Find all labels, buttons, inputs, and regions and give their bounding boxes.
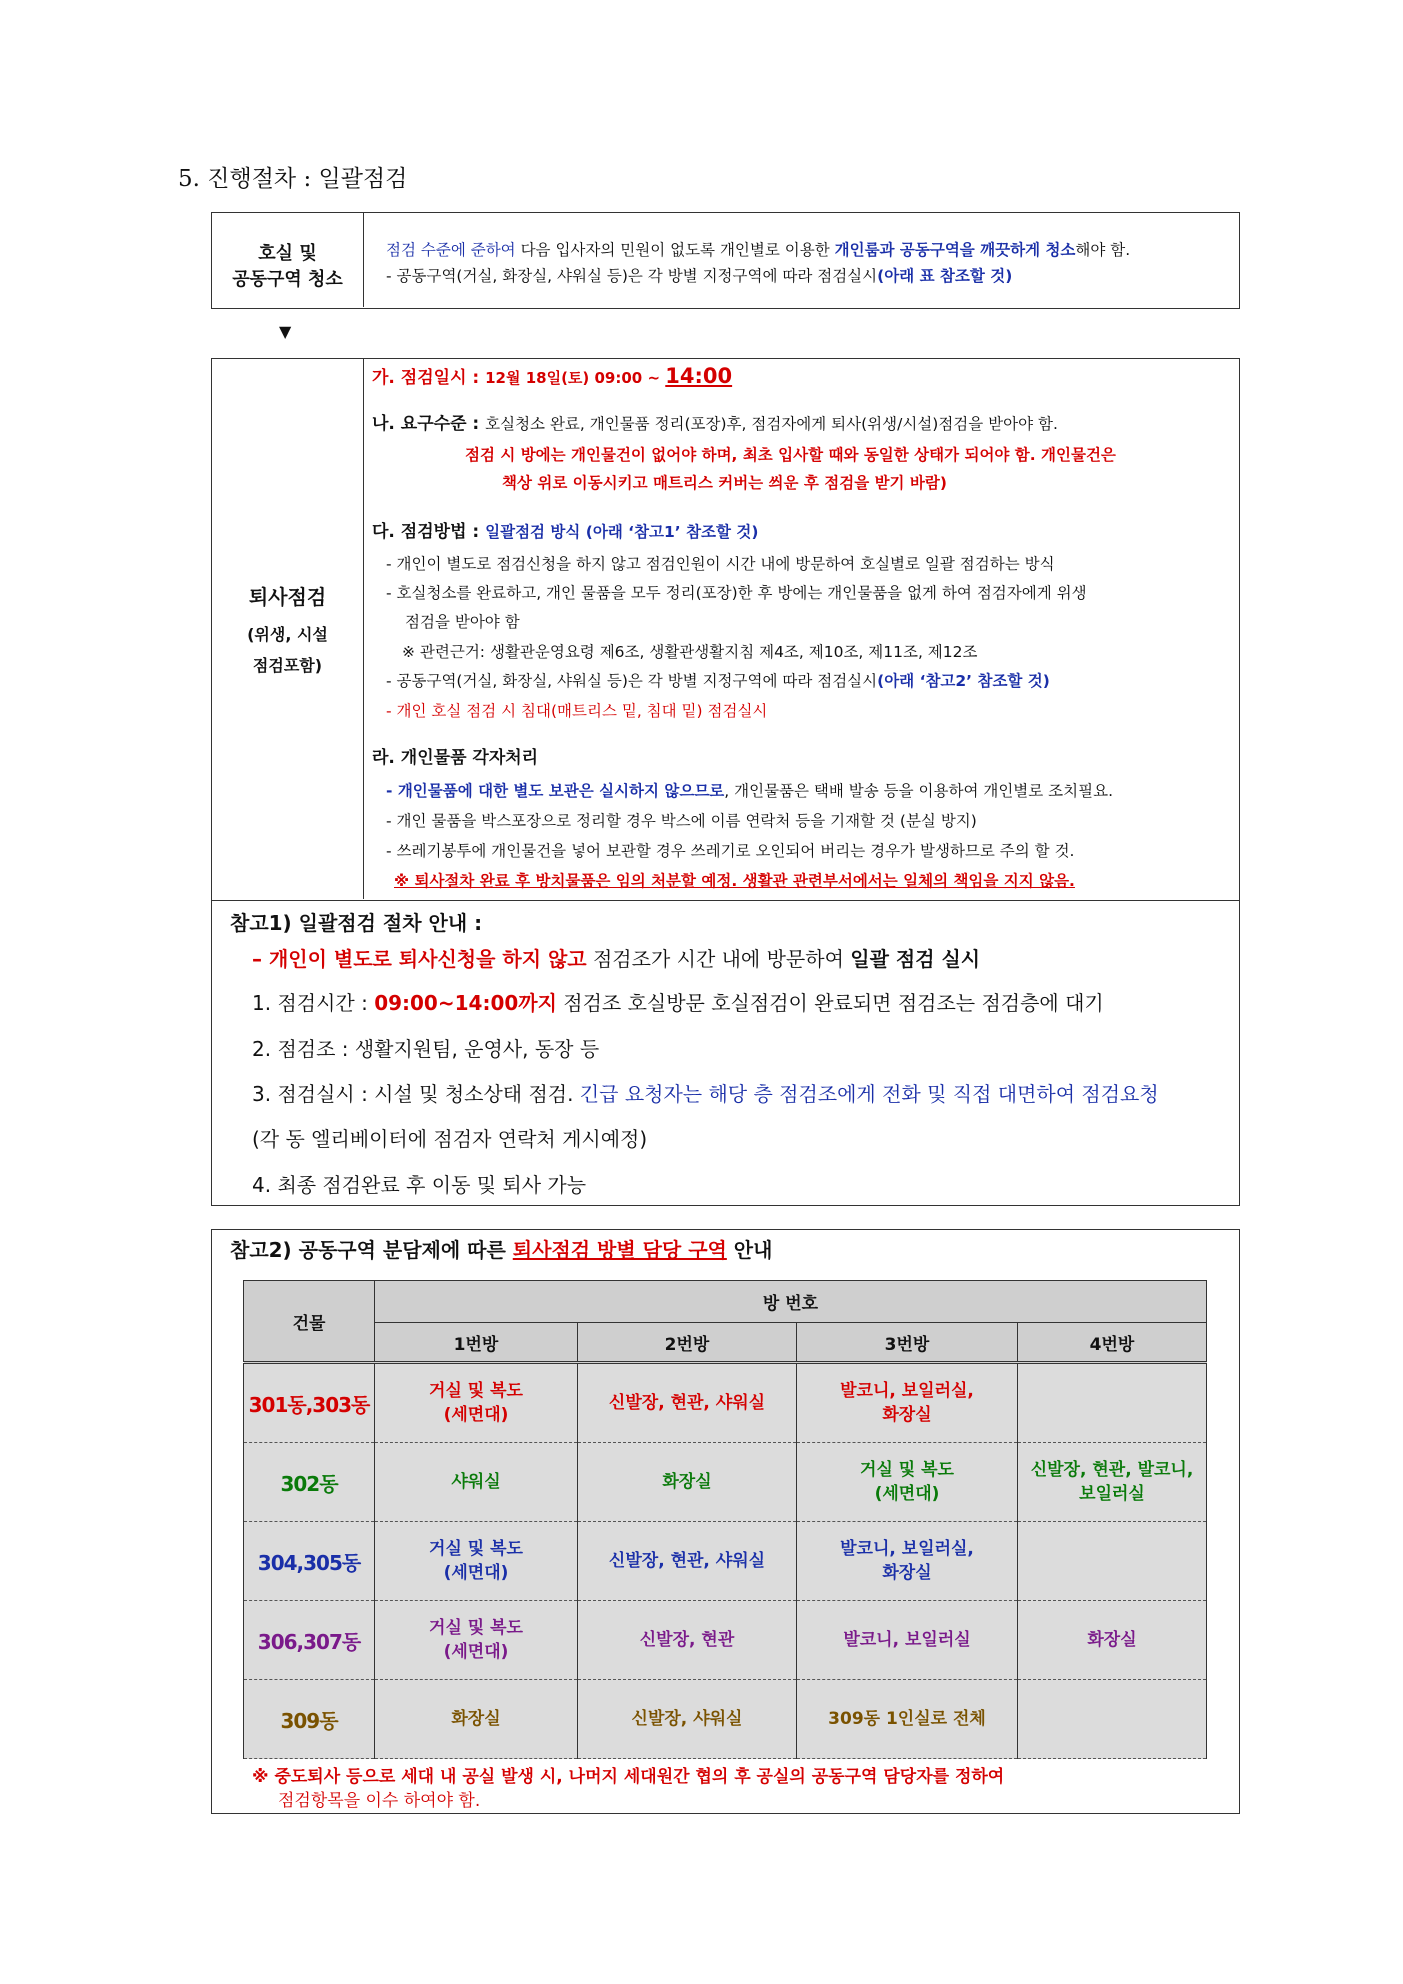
- building-cell: 301동,303동: [244, 1363, 375, 1443]
- assignment-cell: 화장실: [578, 1443, 797, 1522]
- col-room-1: 1번방: [375, 1323, 578, 1363]
- assignment-cell: [1018, 1522, 1207, 1601]
- reference-2-note: ※ 중도퇴사 등으로 세대 내 공실 발생 시, 나머지 세대원간 협의 후 공실의 공동구역 담당자를 정하여: [252, 1767, 1005, 1787]
- assignment-cell: 신발장, 현관, 발코니, 보일러실: [1018, 1443, 1207, 1522]
- level-requirement-2: 책상 위로 이동시키고 매트리스 커버는 씌운 후 점검을 받기 바람): [502, 474, 947, 492]
- checkout-level-line: 나. 요구수준 : 호실청소 완료, 개인물품 정리(포장)후, 점검자에게 퇴사(위생/시설)점검을 받아야 함.: [372, 414, 1058, 434]
- assignment-cell: 화장실: [375, 1680, 578, 1759]
- cleaning-line-1: 점검 수준에 준하여 다음 입사자의 민원이 없도록 개인별로 이용한 개인룸과 공동구역을 깨끗하게 청소해야 함.: [386, 241, 1131, 259]
- method-item-2b: 점검을 받아야 함: [405, 613, 520, 631]
- belongings-item-2: - 개인 물품을 박스포장으로 정리할 경우 박스에 이름 연락처 등을 기재할 것 (분실 방지): [386, 812, 977, 830]
- reference-1-intro: – 개인이 별도로 퇴사신청을 하지 않고 점검조가 시간 내에 방문하여 일괄 점검 실시: [252, 947, 981, 971]
- col-room-3: 3번방: [797, 1323, 1018, 1363]
- reference-1-item-1: 1. 점검시간 : 09:00~14:00까지 점검조 호실방문 호실점검이 완료되면 점검조는 점검층에 대기: [252, 991, 1104, 1015]
- method-item-5: - 개인 호실 점검 시 침대(매트리스 밑, 침대 밑) 점검실시: [386, 702, 768, 720]
- method-item-2: - 호실청소를 완료하고, 개인 물품을 모두 정리(포장)한 후 방에는 개인물품을 없게 하여 점검자에게 위생: [386, 584, 1087, 602]
- level-requirement-1: 점검 시 방에는 개인물건이 없어야 하며, 최초 입사할 때와 동일한 상태가 되어야 함. 개인물건은: [465, 446, 1116, 464]
- method-item-1: - 개인이 별도로 점검신청을 하지 않고 점검인원이 시간 내에 방문하여 호실별로 일괄 점검하는 방식: [386, 555, 1055, 573]
- building-cell: 304,305동: [244, 1522, 375, 1601]
- method-item-4: - 공동구역(거실, 화장실, 샤워실 등)은 각 방별 지정구역에 따라 점검실시(아래 ‘참고2’ 참조할 것): [386, 672, 1050, 690]
- assignment-cell: [1018, 1363, 1207, 1443]
- col-room-4: 4번방: [1018, 1323, 1207, 1363]
- assignment-cell: 309동 1인실로 전체: [797, 1680, 1018, 1759]
- reference-1-item-2: 2. 점검조 : 생활지원팀, 운영사, 동장 등: [252, 1037, 600, 1061]
- col-room-number: 방 번호: [375, 1281, 1207, 1323]
- section-title: 5. 진행절차 : 일괄점검: [178, 166, 408, 192]
- assignment-cell: 거실 및 복도 (세면대): [375, 1363, 578, 1443]
- belongings-item-3: - 쓰레기봉투에 개인물건을 넣어 보관할 경우 쓰레기로 오인되어 버리는 경우가 발생하므로 주의 할 것.: [386, 842, 1075, 860]
- assignment-cell: 발코니, 보일러실, 화장실: [797, 1363, 1018, 1443]
- method-reference: ※ 관련근거: 생활관운영요령 제6조, 생활관생활지침 제4조, 제10조, 제11조, 제12조: [402, 643, 978, 661]
- assignment-cell: 거실 및 복도 (세면대): [797, 1443, 1018, 1522]
- col-building: 건물: [244, 1281, 375, 1363]
- assignment-cell: 화장실: [1018, 1601, 1207, 1680]
- assignment-cell: 샤워실: [375, 1443, 578, 1522]
- reference-1-contact-note: (각 동 엘리베이터에 점검자 연락처 게시예정): [252, 1127, 648, 1151]
- assignment-cell: 거실 및 복도 (세면대): [375, 1601, 578, 1680]
- assignment-cell: [1018, 1680, 1207, 1759]
- reference-1-box: [211, 900, 1240, 1206]
- table-row: [244, 1680, 1207, 1759]
- assignment-cell: 발코니, 보일러실, 화장실: [797, 1522, 1018, 1601]
- assignment-cell: 신발장, 현관: [578, 1601, 797, 1680]
- checkout-date-line: 가. 점검일시 : 12월 18일(토) 09:00 ~ 14:00: [372, 364, 733, 388]
- room-assignment-table: [243, 1280, 1207, 1759]
- building-cell: 306,307동: [244, 1601, 375, 1680]
- table-row: [244, 1601, 1207, 1680]
- reference-1-item-4: 4. 최종 점검완료 후 이동 및 퇴사 가능: [252, 1173, 587, 1197]
- assignment-cell: 신발장, 현관, 샤워실: [578, 1522, 797, 1601]
- assignment-cell: 신발장, 현관, 샤워실: [578, 1363, 797, 1443]
- reference-2-title: 참고2) 공동구역 분담제에 따른 퇴사점검 방별 담당 구역 안내: [230, 1238, 773, 1262]
- building-cell: 309동: [244, 1680, 375, 1759]
- checkout-label: 퇴사점검 (위생, 시설 점검포함): [212, 359, 364, 899]
- assignment-cell: 신발장, 샤워실: [578, 1680, 797, 1759]
- checkout-method-line: 다. 점검방법 : 일괄점검 방식 (아래 ‘참고1’ 참조할 것): [372, 522, 759, 542]
- building-cell: 302동: [244, 1443, 375, 1522]
- reference-1-item-3: 3. 점검실시 : 시설 및 청소상태 점검. 긴급 요청자는 해당 층 점검조에게 전화 및 직접 대면하여 점검요청: [252, 1082, 1159, 1106]
- cleaning-label: 호실 및 공동구역 청소: [212, 213, 364, 307]
- checkout-box: [211, 358, 1240, 901]
- col-room-2: 2번방: [578, 1323, 797, 1363]
- reference-1-title: 참고1) 일괄점검 절차 안내 :: [230, 911, 483, 935]
- belongings-head: 라. 개인물품 각자처리: [372, 748, 539, 768]
- assignment-cell: 발코니, 보일러실: [797, 1601, 1018, 1680]
- belongings-warning: ※ 퇴사절차 완료 후 방치물품은 임의 처분할 예정. 생활관 관련부서에서는 일체의 책임을 지지 않음.: [394, 872, 1075, 890]
- cleaning-box: [211, 212, 1240, 309]
- table-row: [244, 1443, 1207, 1522]
- belongings-item-1: - 개인물품에 대한 별도 보관은 실시하지 않으므로, 개인물품은 택배 발송 등을 이용하여 개인별로 조치필요.: [386, 782, 1114, 800]
- cleaning-line-2: - 공동구역(거실, 화장실, 샤워실 등)은 각 방별 지정구역에 따라 점검실시(아래 표 참조할 것): [386, 267, 1013, 285]
- table-row: [244, 1522, 1207, 1601]
- assignment-cell: 거실 및 복도 (세면대): [375, 1522, 578, 1601]
- down-arrow-icon: ▼: [279, 322, 292, 341]
- reference-2-note-2: 점검항목을 이수 하여야 함.: [278, 1791, 481, 1811]
- table-row: [244, 1363, 1207, 1443]
